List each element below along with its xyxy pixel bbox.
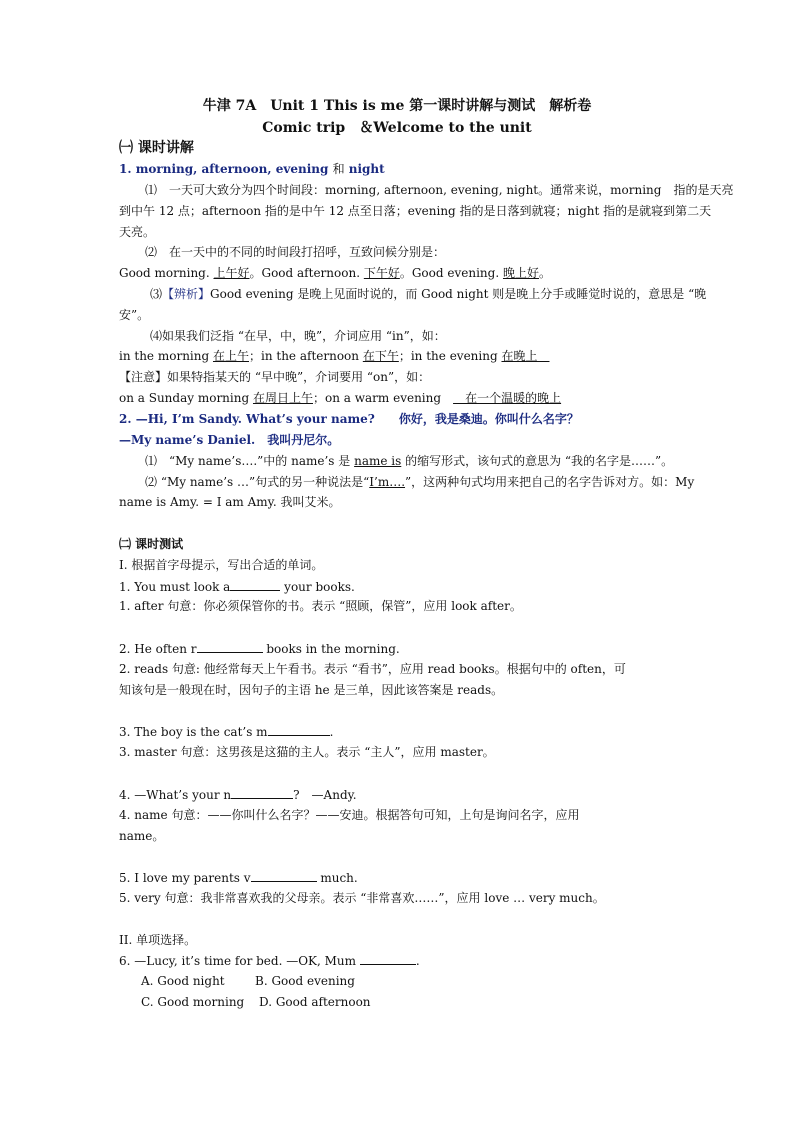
- answer-1: 1. after 句意：你必须保管你的书。表示 “照顾，保管”，应用 look after。: [119, 599, 522, 613]
- answer-4-line1: 4. name 句意：——你叫什么名字？——安迪。根据答句可知，上句是询问名字，应用: [119, 808, 580, 822]
- greet-end: 。: [538, 266, 551, 280]
- point2-heading-line2: [119, 432, 714, 448]
- point2-2-im: I’m….: [369, 475, 406, 489]
- q5-blank: [251, 869, 317, 882]
- question-6: [119, 952, 714, 969]
- point1-3-num: ⑶: [150, 287, 163, 301]
- point2-reply-cn: 我叫丹尼尔。: [267, 433, 340, 447]
- question-3: [119, 723, 714, 740]
- point1-heading-he: 和: [332, 162, 345, 176]
- point2-2-suffix: ”，这两种句式均用来把自己的名字告诉对方。如：My: [405, 475, 695, 489]
- point1-heading: [119, 161, 714, 177]
- doc-title: 牛津 7A Unit 1 This is me 第一课时讲解与测试 解析卷: [202, 98, 592, 114]
- q1-text: 1. You must look a: [119, 580, 231, 594]
- q2-blank: [197, 640, 263, 653]
- point2-2-prefix: ⑵ “My name’s …”句式的另一种说法是“: [145, 475, 370, 489]
- note-examples: [119, 390, 714, 406]
- q6-text: 6. —Lucy, it’s time for bed. —OK, Mum: [119, 954, 360, 968]
- in-afternoon-cn: 在下午: [362, 349, 399, 363]
- question-4: [119, 786, 714, 803]
- point1-3-line1: [150, 286, 714, 302]
- point1-3-line2: 安”。: [119, 308, 150, 322]
- option-a: A. Good night: [141, 974, 225, 988]
- point2-1-suffix: 的缩写形式，该句式的意思为 “我的名字是……”。: [401, 454, 674, 468]
- option-b: B. Good evening: [255, 974, 355, 988]
- part2-heading: II. 单项选择。: [119, 933, 197, 947]
- answer-3: 3. master 句意：这男孩是这猫的主人。表示 “主人”，应用 master。: [119, 745, 495, 759]
- point2-1-prefix: ⑴ “My name’s….”中的 name’s 是: [145, 454, 355, 468]
- doc-subtitle: Comic trip ＆Welcome to the unit: [262, 120, 532, 136]
- point2-dialog-cn: 你好，我是桑迪。你叫什么名字？: [398, 412, 579, 426]
- q2-tail: books in the morning.: [262, 642, 400, 656]
- answer-2-line2: 知该句是一般现在时，因句子的主语 he 是三单，因此该答案是 reads。: [119, 683, 504, 697]
- point1-2: ⑵ 在一天中的不同的时间段打招呼，互致问候分别是：: [145, 245, 446, 259]
- answer-5: 5. very 句意：我非常喜欢我的父母亲。表示 “非常喜欢……”，应用 love … very much。: [119, 891, 605, 905]
- point1-1-line1: ⑴ 一天可大致分为四个时间段：morning, afternoon, evening, night。通常来说，morning 指的是天亮: [145, 183, 734, 197]
- greet-evening-cn: 晚上好: [502, 266, 539, 280]
- in-afternoon: ；in the afternoon: [249, 349, 363, 363]
- point1-2-examples: [119, 265, 714, 281]
- question-5: [119, 869, 714, 886]
- in-evening: ；in the evening: [398, 349, 502, 363]
- answer-2-line1: 2. reads 句意: 他经常每天上午看书。表示 “看书”，应用 read books。根据句中的 often，可: [119, 662, 626, 676]
- point2-reply-en: —My name’s Daniel.: [119, 433, 256, 447]
- analysis-tag: 【辨析】: [162, 287, 211, 301]
- greet-morning: Good morning.: [119, 266, 214, 280]
- note: 【注意】如果特指某天的 “早中晚”，介词要用 “on”，如：: [119, 370, 431, 384]
- point1-heading-a: 1. morning, afternoon, evening: [119, 162, 333, 176]
- point1-4: ⑷如果我们泛指 “在早，中，晚”，介词应用 “in”，如：: [150, 329, 446, 343]
- point1-4-examples: [119, 348, 714, 364]
- point1-heading-b: night: [344, 162, 385, 176]
- greet-afternoon: 。Good afternoon.: [249, 266, 364, 280]
- on-sunday-morning-cn: 在周日上午: [252, 391, 313, 405]
- point1-1-line3: 天亮。: [119, 225, 156, 239]
- question-1: [119, 578, 714, 595]
- section1-heading: ㈠ 课时讲解: [119, 140, 194, 156]
- q5-text: 5. I love my parents v: [119, 871, 251, 885]
- point2-1: [145, 453, 714, 469]
- option-c: C. Good morning: [141, 995, 245, 1009]
- section2-heading: ㈡ 课时测试: [119, 537, 184, 551]
- q6-blank: [360, 952, 416, 965]
- q5-tail: much.: [316, 871, 358, 885]
- question-2: [119, 640, 714, 657]
- option-d: D. Good afternoon: [259, 995, 371, 1009]
- in-morning-cn: 在上午: [212, 349, 249, 363]
- point1-1-line2: 到中午 12 点；afternoon 指的是中午 12 点至日落；evening 指的是日落到就寝；night 指的是就寝到第二天: [119, 204, 712, 218]
- q4-tail: ? —Andy.: [293, 788, 357, 802]
- point2-1-name-is: name is: [354, 454, 402, 468]
- q3-text: 3. The boy is the cat’s m: [119, 725, 268, 739]
- q3-blank: [268, 723, 330, 736]
- q4-blank: [231, 786, 293, 799]
- in-evening-cn: 在晚上: [501, 349, 550, 363]
- q3-tail: .: [329, 725, 334, 739]
- point2-heading-line1: [119, 411, 714, 427]
- answer-4-line2: name。: [119, 829, 165, 843]
- on-warm-evening-cn: 在一个温暖的晚上: [453, 391, 562, 405]
- on-sunday-morning: on a Sunday morning: [119, 391, 253, 405]
- greet-morning-cn: 上午好: [213, 266, 250, 280]
- greet-evening: 。Good evening.: [399, 266, 503, 280]
- on-warm-evening: ；on a warm evening: [313, 391, 454, 405]
- part1-heading: I. 根据首字母提示，写出合适的单词。: [119, 558, 324, 572]
- q1-blank: [230, 578, 280, 591]
- q2-text: 2. He often r: [119, 642, 197, 656]
- q6-tail: .: [415, 954, 420, 968]
- point2-dialog-en: 2. —Hi, I’m Sandy. What’s your name?: [119, 412, 375, 426]
- point2-2-line1: [145, 474, 714, 490]
- point1-3-text: Good evening 是晚上见面时说的，而 Good night 则是晚上分手或睡觉时说的，意思是 “晚: [210, 287, 707, 301]
- in-morning: in the morning: [119, 349, 213, 363]
- q1-tail: your books.: [280, 580, 355, 594]
- point2-2-line2: name is Amy. = I am Amy. 我叫艾米。: [119, 495, 341, 509]
- greet-afternoon-cn: 下午好: [363, 266, 400, 280]
- q4-text: 4. —What’s your n: [119, 788, 232, 802]
